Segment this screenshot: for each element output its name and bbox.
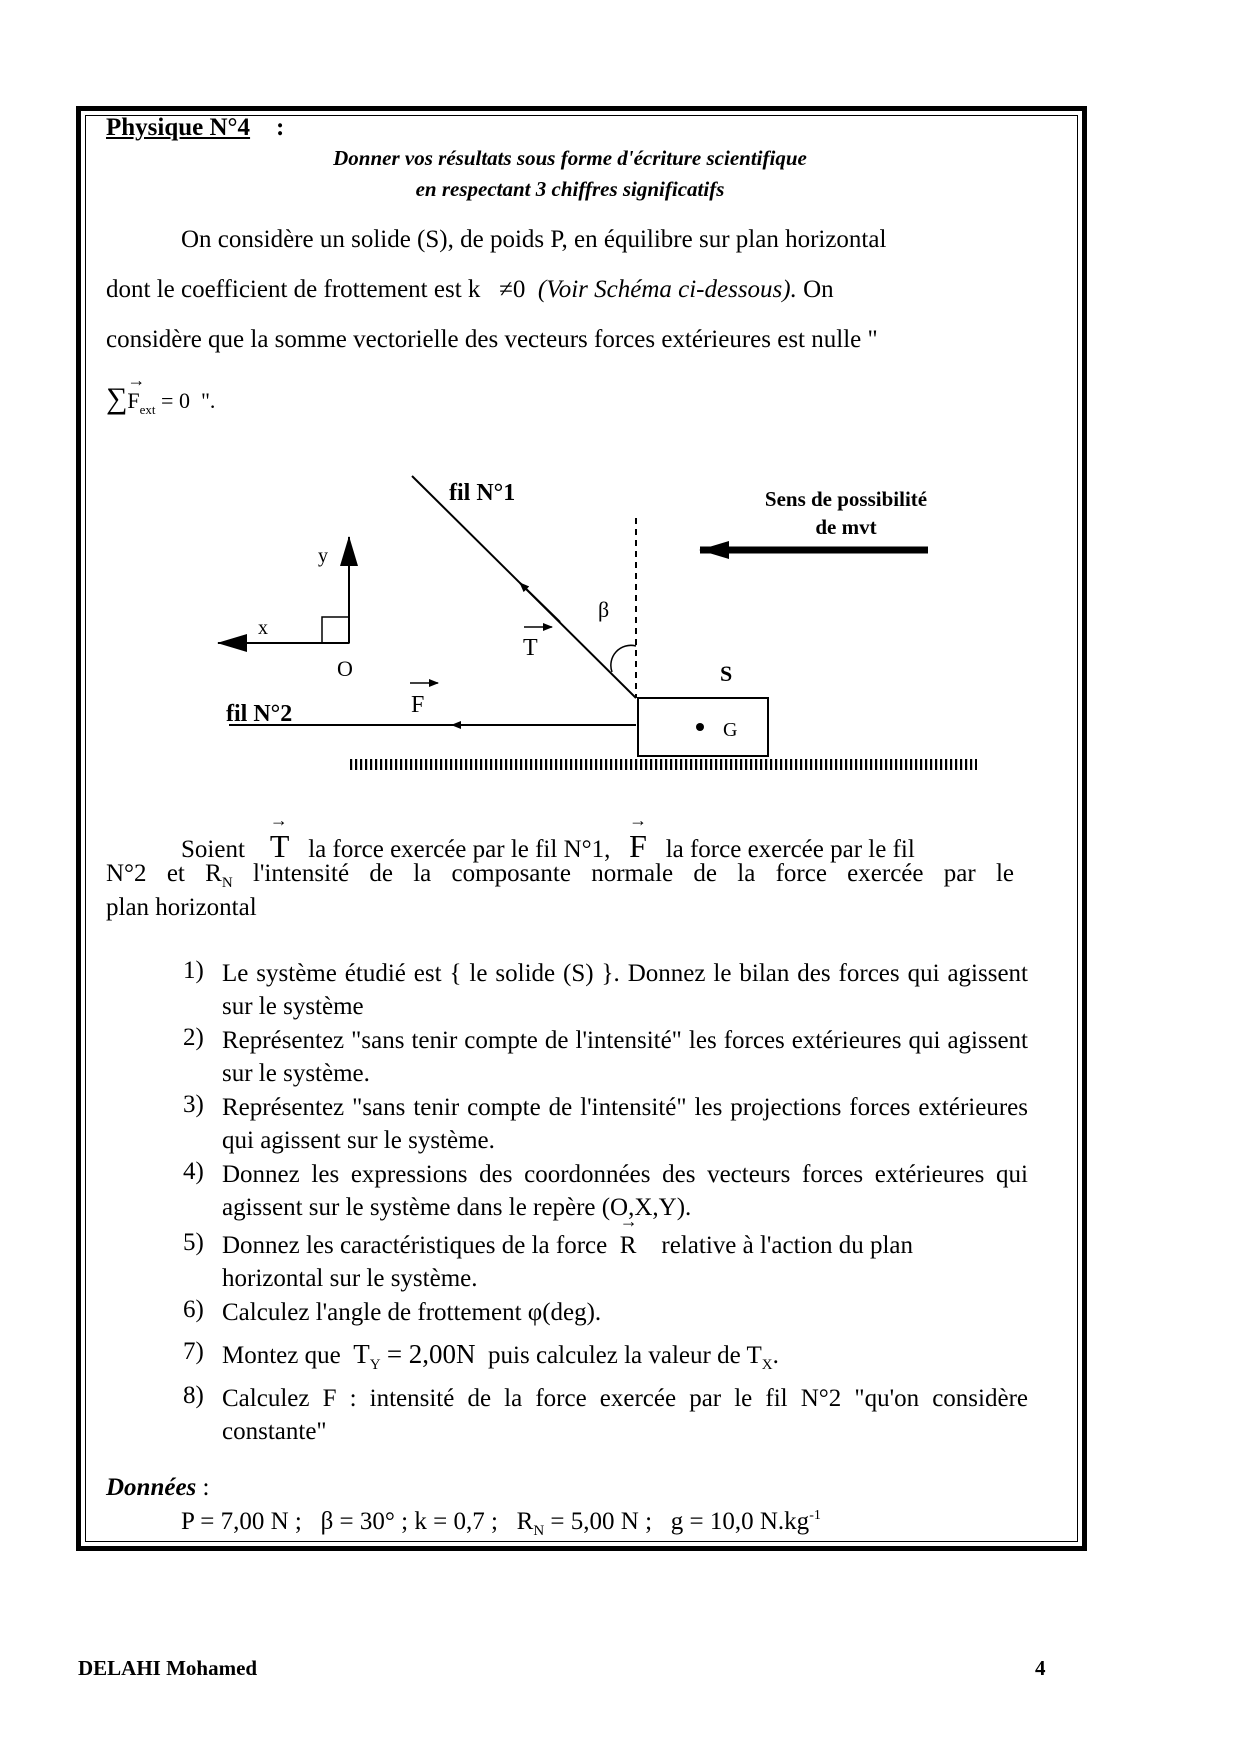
question-5-text-a: Donnez les caractéristiques de la force	[222, 1232, 608, 1259]
beta-label: β	[598, 597, 610, 622]
center-of-gravity-dot	[696, 723, 704, 731]
question-2-number: 2)	[183, 1024, 204, 1051]
ground-hatch	[350, 759, 977, 770]
axis-x-label: x	[258, 617, 268, 639]
question-6-text: Calculez l'angle de frottement φ(deg).	[222, 1299, 602, 1326]
question-5-number: 5)	[183, 1229, 204, 1256]
formula-equals-zero: = 0	[161, 388, 190, 413]
title-colon: :	[276, 114, 285, 141]
donnees-k: k = 0,7 ;	[414, 1508, 498, 1535]
soient-part-2: la force exercée par le fil	[665, 836, 915, 863]
question-8-text: Calculez F : intensité de la force exercée par le fil N°2 "qu'on considère constante"	[222, 1385, 1028, 1445]
question-7-text-b: puis calculez la valeur de T	[488, 1342, 762, 1369]
question-7-number: 7)	[183, 1338, 204, 1365]
intro-line-1: On considère un solide (S), de poids P, en équilibre sur plan horizontal	[181, 226, 887, 253]
question-7-T: T	[353, 1339, 370, 1369]
soient-part-1: la force exercée par le fil N°1,	[308, 836, 611, 863]
question-7-value: = 2,00N	[386, 1339, 476, 1369]
question-2-text: Représentez "sans tenir compte de l'intensité" les forces extérieures qui agissent sur le système.	[222, 1027, 1028, 1087]
question-7-end: .	[772, 1342, 779, 1369]
donnees-RN: R	[516, 1508, 534, 1535]
formula-ext: ext	[139, 402, 156, 417]
tension-arrow	[520, 583, 560, 622]
intro-line-2	[106, 276, 1014, 304]
question-4-number: 4)	[183, 1158, 204, 1185]
question-1-number: 1)	[183, 957, 204, 984]
soient-line-2-a: N°2 et R	[106, 860, 222, 887]
donnees-g-exponent: -1	[809, 1508, 821, 1523]
R-vector-symbol: → R	[620, 1229, 637, 1262]
fil-2-label: fil N°2	[226, 701, 293, 727]
T-label: T	[523, 635, 538, 661]
soient-line-2-b: l'intensité de la composante normale de la force exercée par le	[252, 860, 1014, 887]
intro-line-3: considère que la somme vectorielle des vecteurs forces extérieures est nulle "	[106, 326, 878, 353]
question-5-text	[222, 1229, 1028, 1295]
G-label: G	[723, 719, 738, 741]
motion-label-line-2: de mvt	[815, 515, 877, 539]
intro-line-2-end: On	[803, 276, 834, 303]
donnees-colon: :	[196, 1474, 210, 1501]
question-7-text	[222, 1338, 1028, 1376]
question-7-text-a: Montez que	[222, 1342, 341, 1369]
soient-RN-sub: N	[221, 875, 233, 891]
T-vector-symbol: → T	[270, 828, 290, 865]
right-angle-mark	[322, 617, 349, 643]
origin-label: O	[337, 656, 353, 681]
soient-line-3: plan horizontal	[106, 894, 257, 921]
donnees-g: g = 10,0 N.kg	[670, 1508, 810, 1535]
question-3-number: 3)	[183, 1091, 204, 1118]
beta-arc	[611, 645, 636, 672]
F-vector-symbol: → F	[629, 828, 647, 865]
footer-author: DELAHI Mohamed	[78, 1656, 258, 1680]
axis-y-label: y	[318, 545, 328, 567]
donnees-values	[181, 1508, 821, 1539]
donnees-RN-value: = 5,00 N ;	[544, 1508, 653, 1535]
donnees-label: Données	[106, 1474, 197, 1501]
S-label: S	[720, 661, 733, 686]
donnees-P: P = 7,00 N ;	[181, 1508, 302, 1535]
question-4-text: Donnez les expressions des coordonnées des vecteurs forces extérieures qui agissent sur le système dans le repère (O,X,Y).	[222, 1161, 1028, 1221]
exercise-title: Physique N°4	[106, 114, 251, 141]
question-5-text-c: horizontal sur le système.	[222, 1265, 478, 1292]
question-1-text: Le système étudié est { le solide (S) }. Donnez le bilan des forces qui agissent sur le système	[222, 960, 1028, 1020]
question-8-number: 8)	[183, 1382, 204, 1409]
footer-page-number: 4	[1035, 1656, 1046, 1680]
intro-line-2-a: dont le coefficient de frottement est k	[106, 276, 481, 303]
force-diagram	[0, 460, 1240, 780]
question-7-T-sub: Y	[369, 1357, 381, 1373]
donnees-heading	[106, 1474, 210, 1502]
question-6-number: 6)	[183, 1296, 204, 1323]
instruction-line-1: Donner vos résultats sous forme d'écriture scientifique	[333, 146, 807, 170]
donnees-RN-sub: N	[533, 1523, 545, 1539]
intro-neq: ≠0	[499, 276, 526, 303]
formula-F: → F	[127, 388, 139, 414]
intro-see-diagram: (Voir Schéma ci-dessous).	[537, 276, 797, 303]
motion-label-line-1: Sens de possibilité	[764, 487, 928, 511]
fil-1-label: fil N°1	[449, 480, 516, 506]
instruction-line-2: en respectant 3 chiffres significatifs	[415, 177, 725, 201]
soient-word: Soient	[181, 836, 245, 863]
F-label: F	[411, 692, 425, 718]
sum-formula	[106, 382, 215, 416]
sum-symbol: ∑	[106, 382, 128, 415]
question-5-text-b: relative à l'action du plan	[661, 1232, 914, 1259]
donnees-beta: β = 30° ;	[320, 1508, 409, 1535]
question-3-text: Représentez "sans tenir compte de l'intensité" les projections forces extérieures qui agissent sur le système.	[222, 1094, 1028, 1154]
formula-end: ".	[200, 388, 216, 413]
question-7-TX-sub: X	[761, 1357, 773, 1373]
soient-line-2	[106, 860, 1014, 891]
